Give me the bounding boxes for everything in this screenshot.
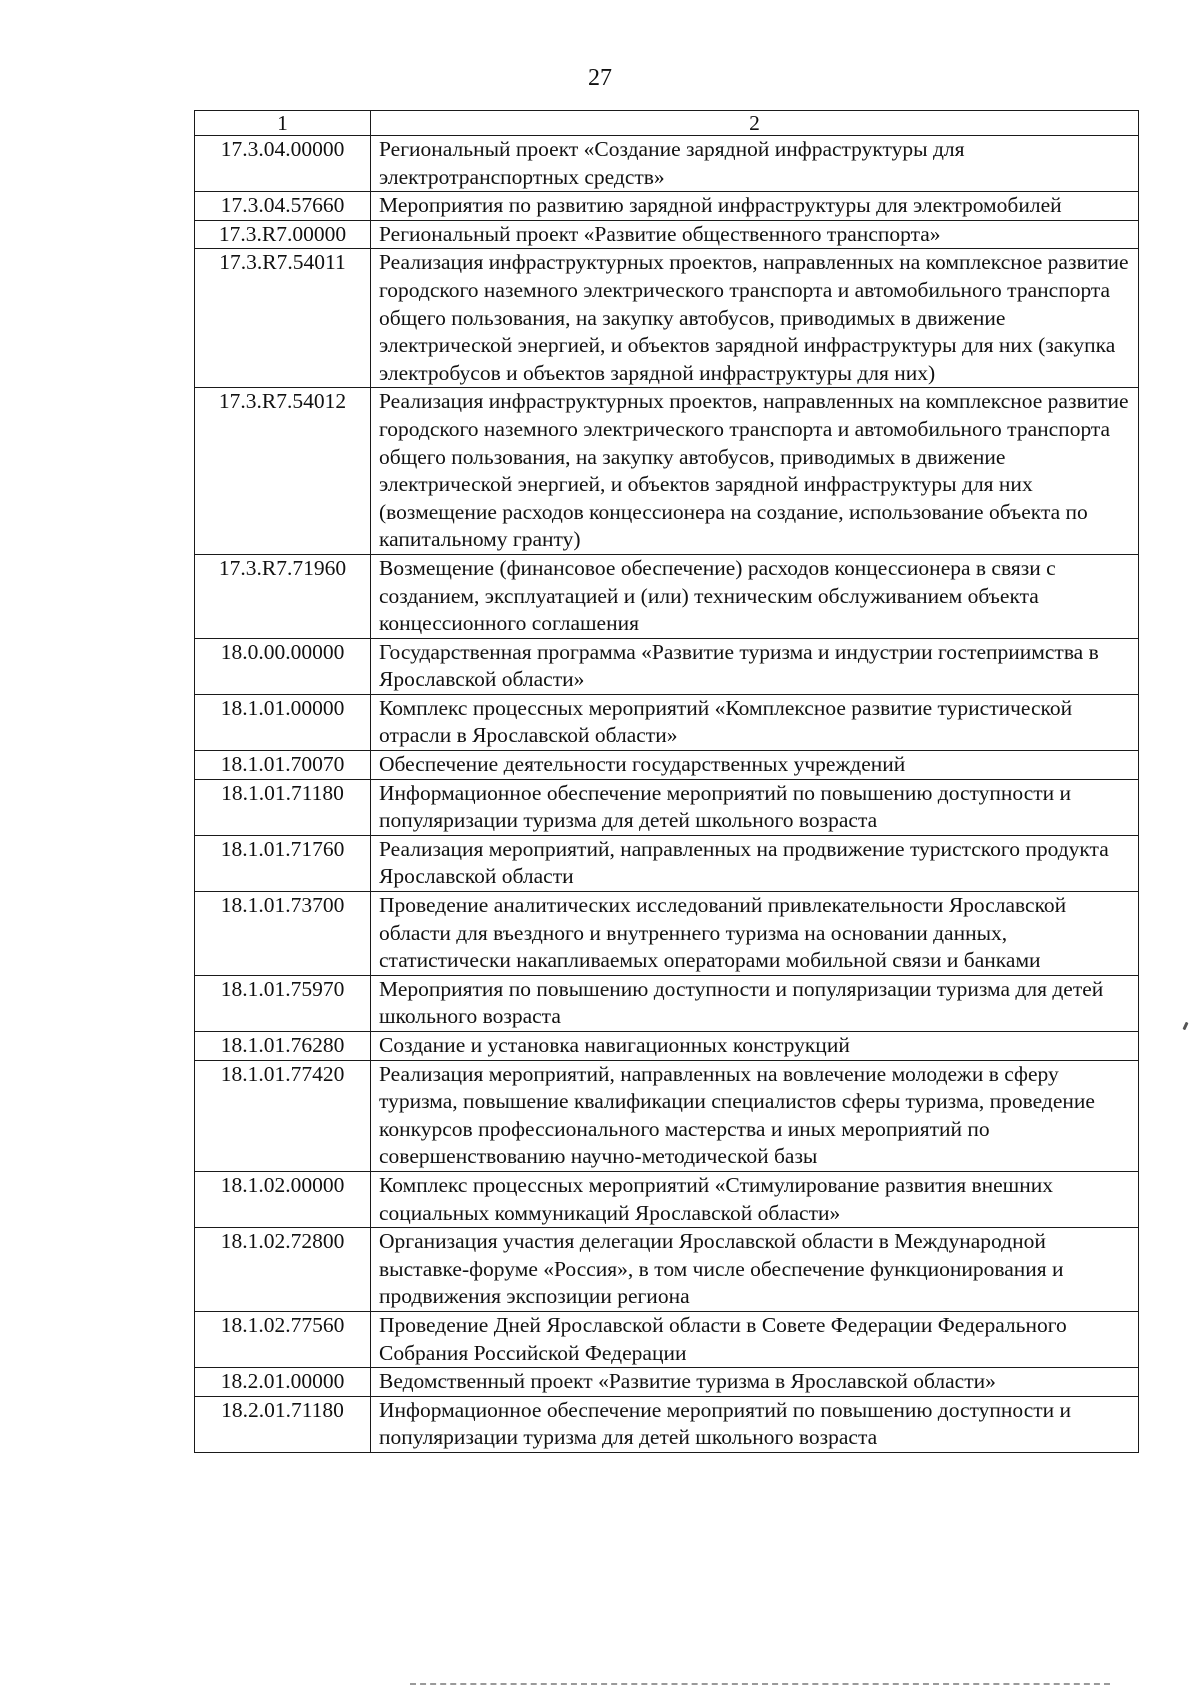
row-code: 18.2.01.00000 [195, 1368, 371, 1397]
footer-scan-line [410, 1683, 1110, 1685]
table-row [195, 1396, 1139, 1452]
table-row [195, 1228, 1139, 1312]
table-row [195, 192, 1139, 221]
table-row [195, 1060, 1139, 1171]
column-header-name: 2 [371, 111, 1139, 136]
table-row [195, 388, 1139, 555]
table-row [195, 638, 1139, 694]
row-code: 18.1.01.71760 [195, 835, 371, 891]
table-header-row [195, 111, 1139, 136]
row-name: Мероприятия по развитию зарядной инфраструктуры для электромобилей [371, 192, 1139, 221]
table-header [195, 111, 1139, 136]
table-row [195, 1368, 1139, 1397]
row-name: Региональный проект «Развитие общественного транспорта» [371, 220, 1139, 249]
row-name: Реализация инфраструктурных проектов, направленных на комплексное развитие городского наземного электрического транспорта и автомобильного транспорта общего пользования, на закупку автобусов, приводимых в движение электрической энергией, и объектов зарядной инфраструктуры для них (закупка электробусов и объектов зарядной инфраструктуры для них) [371, 249, 1139, 388]
row-name: Реализация мероприятий, направленных на вовлечение молодежи в сферу туризма, повышение квалификации специалистов сферы туризма, проведение конкурсов профессионального мастерства и иных мероприятий по совершенствованию научно-методической базы [371, 1060, 1139, 1171]
row-name: Мероприятия по повышению доступности и популяризации туризма для детей школьного возраста [371, 975, 1139, 1031]
row-code: 18.1.01.77420 [195, 1060, 371, 1171]
row-code: 17.3.R7.54011 [195, 249, 371, 388]
row-code: 18.1.01.73700 [195, 892, 371, 976]
row-code: 18.1.02.72800 [195, 1228, 371, 1312]
row-name: Ведомственный проект «Развитие туризма в Ярославской области» [371, 1368, 1139, 1397]
table-row [195, 694, 1139, 750]
row-name: Информационное обеспечение мероприятий по повышению доступности и популяризации туризма для детей школьного возраста [371, 1396, 1139, 1452]
column-header-code: 1 [195, 111, 371, 136]
row-code: 18.1.01.76280 [195, 1032, 371, 1061]
table-row [195, 779, 1139, 835]
row-name: Региональный проект «Создание зарядной инфраструктуры для электротранспортных средств» [371, 136, 1139, 192]
budget-code-table [194, 110, 1139, 1453]
row-code: 18.2.01.71180 [195, 1396, 371, 1452]
row-name: Проведение аналитических исследований привлекательности Ярославской области для въездного и внутреннего туризма на основании данных, статистически накапливаемых операторами мобильной связи и банками [371, 892, 1139, 976]
table-row [195, 554, 1139, 638]
row-code: 17.3.R7.71960 [195, 554, 371, 638]
row-name: Обеспечение деятельности государственных учреждений [371, 751, 1139, 780]
row-code: 18.1.01.70070 [195, 751, 371, 780]
row-code: 17.3.04.00000 [195, 136, 371, 192]
row-code: 18.1.01.00000 [195, 694, 371, 750]
table-row [195, 751, 1139, 780]
table-row [195, 1311, 1139, 1367]
row-code: 18.1.01.71180 [195, 779, 371, 835]
row-code: 18.1.01.75970 [195, 975, 371, 1031]
row-name: Возмещение (финансовое обеспечение) расходов концессионера в связи с созданием, эксплуатацией и (или) техническим обслуживанием объекта концессионного соглашения [371, 554, 1139, 638]
page-number: 27 [588, 65, 612, 91]
table-row [195, 220, 1139, 249]
row-code: 18.1.02.00000 [195, 1171, 371, 1227]
table-body [195, 136, 1139, 1453]
table-row [195, 975, 1139, 1031]
row-code: 17.3.R7.54012 [195, 388, 371, 555]
table-row [195, 136, 1139, 192]
row-name: Комплекс процессных мероприятий «Стимулирование развития внешних социальных коммуникаций Ярославской области» [371, 1171, 1139, 1227]
table-row [195, 249, 1139, 388]
table-row [195, 1171, 1139, 1227]
table-row [195, 1032, 1139, 1061]
row-code: 17.3.04.57660 [195, 192, 371, 221]
table-row [195, 892, 1139, 976]
row-name: Информационное обеспечение мероприятий по повышению доступности и популяризации туризма для детей школьного возраста [371, 779, 1139, 835]
table-row [195, 835, 1139, 891]
row-name: Комплекс процессных мероприятий «Комплексное развитие туристической отрасли в Ярославской области» [371, 694, 1139, 750]
row-name: Создание и установка навигационных конструкций [371, 1032, 1139, 1061]
row-name: Реализация инфраструктурных проектов, направленных на комплексное развитие городского наземного электрического транспорта и автомобильного транспорта общего пользования, на закупку автобусов, приводимых в движение электрической энергией, и объектов зарядной инфраструктуры для них (возмещение расходов концессионера на создание, использование объекта по капитальному гранту) [371, 388, 1139, 555]
scan-speck [1182, 1022, 1188, 1031]
row-name: Проведение Дней Ярославской области в Совете Федерации Федерального Собрания Российской Федерации [371, 1311, 1139, 1367]
row-name: Государственная программа «Развитие туризма и индустрии гостеприимства в Ярославской области» [371, 638, 1139, 694]
row-name: Реализация мероприятий, направленных на продвижение туристского продукта Ярославской области [371, 835, 1139, 891]
row-code: 18.1.02.77560 [195, 1311, 371, 1367]
row-code: 17.3.R7.00000 [195, 220, 371, 249]
row-code: 18.0.00.00000 [195, 638, 371, 694]
row-name: Организация участия делегации Ярославской области в Международной выставке-форуме «Россия», в том числе обеспечение функционирования и продвижения экспозиции региона [371, 1228, 1139, 1312]
